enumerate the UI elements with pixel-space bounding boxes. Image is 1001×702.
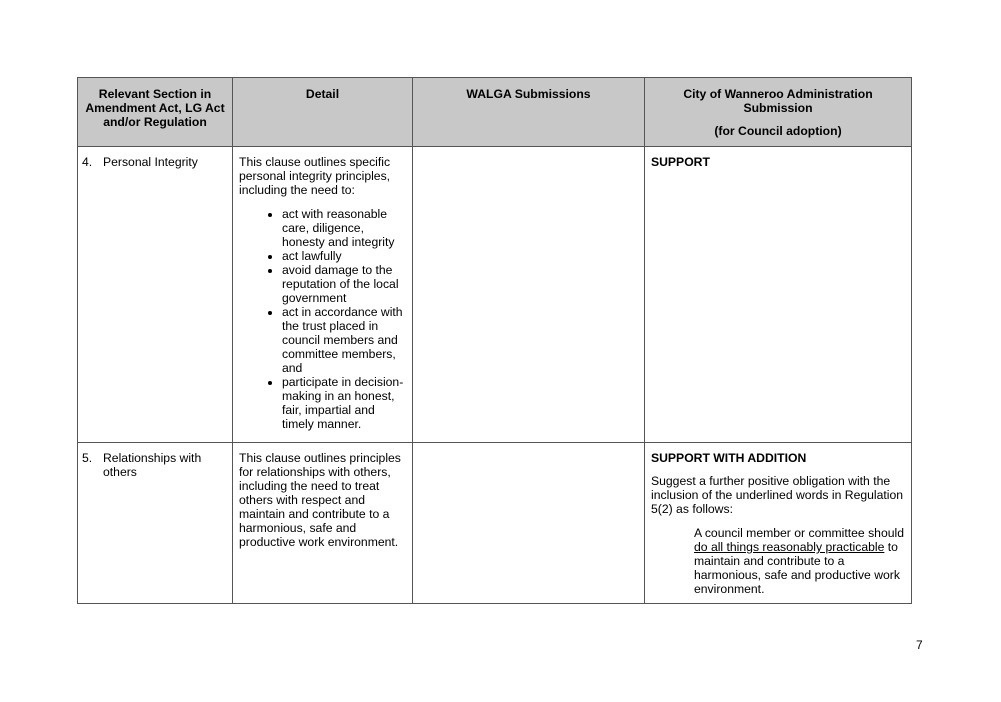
quote-underlined: do all things reasonably practicable (694, 540, 885, 554)
walga-cell (413, 147, 645, 443)
list-item: • participate in decision-making in an honest, fair, impartial and timely manner. (282, 375, 406, 431)
walga-cell (413, 443, 645, 604)
header-walga-submissions: WALGA Submissions (413, 78, 645, 147)
city-text: Suggest a further positive obligation with the inclusion of the underlined words in Regulation 5(2) as follows: (651, 474, 904, 516)
section-cell (78, 147, 233, 443)
list-item: • act lawfully (282, 249, 406, 263)
detail-cell (233, 147, 413, 443)
detail-cell (233, 443, 413, 604)
page-number: 7 (916, 638, 923, 652)
detail-bullet-list (239, 207, 406, 431)
section-number: 5. (82, 451, 93, 465)
section-label: Relationships with others (103, 451, 202, 479)
regulation-quote (694, 526, 905, 596)
header-city-subtitle: (for Council adoption) (714, 124, 842, 138)
city-position: SUPPORT WITH ADDITION (651, 451, 807, 465)
section-label: Personal Integrity (103, 155, 198, 169)
detail-intro: This clause outlines principles for relationships with others, including the need to treat others with respect and maintain and contribute to a harmonious, safe and productive work environment. (239, 451, 401, 549)
list-item: • act in accordance with the trust placed in council members and committee members, and (282, 305, 406, 375)
table-row (78, 147, 912, 443)
list-item: • act with reasonable care, diligence, honesty and integrity (282, 207, 406, 249)
city-cell (645, 147, 912, 443)
section-number: 4. (82, 155, 93, 169)
table-header-row (78, 78, 912, 147)
table-row (78, 443, 912, 604)
quote-pre: A council member or committee should (694, 526, 904, 540)
section-cell (78, 443, 233, 604)
header-city-submission (645, 78, 912, 147)
list-item: • avoid damage to the reputation of the local government (282, 263, 406, 305)
header-detail: Detail (233, 78, 413, 147)
header-relevant-section: Relevant Section in Amendment Act, LG Act and/or Regulation (78, 78, 233, 147)
city-cell (645, 443, 912, 604)
city-position: SUPPORT (651, 155, 710, 169)
submission-table (77, 77, 912, 604)
header-city-title: City of Wanneroo Administration Submission (683, 87, 873, 115)
quote-post: to maintain and contribute to a harmonious, safe and productive work environment. (694, 540, 900, 596)
detail-intro: This clause outlines specific personal integrity principles, including the need to: (239, 155, 391, 197)
